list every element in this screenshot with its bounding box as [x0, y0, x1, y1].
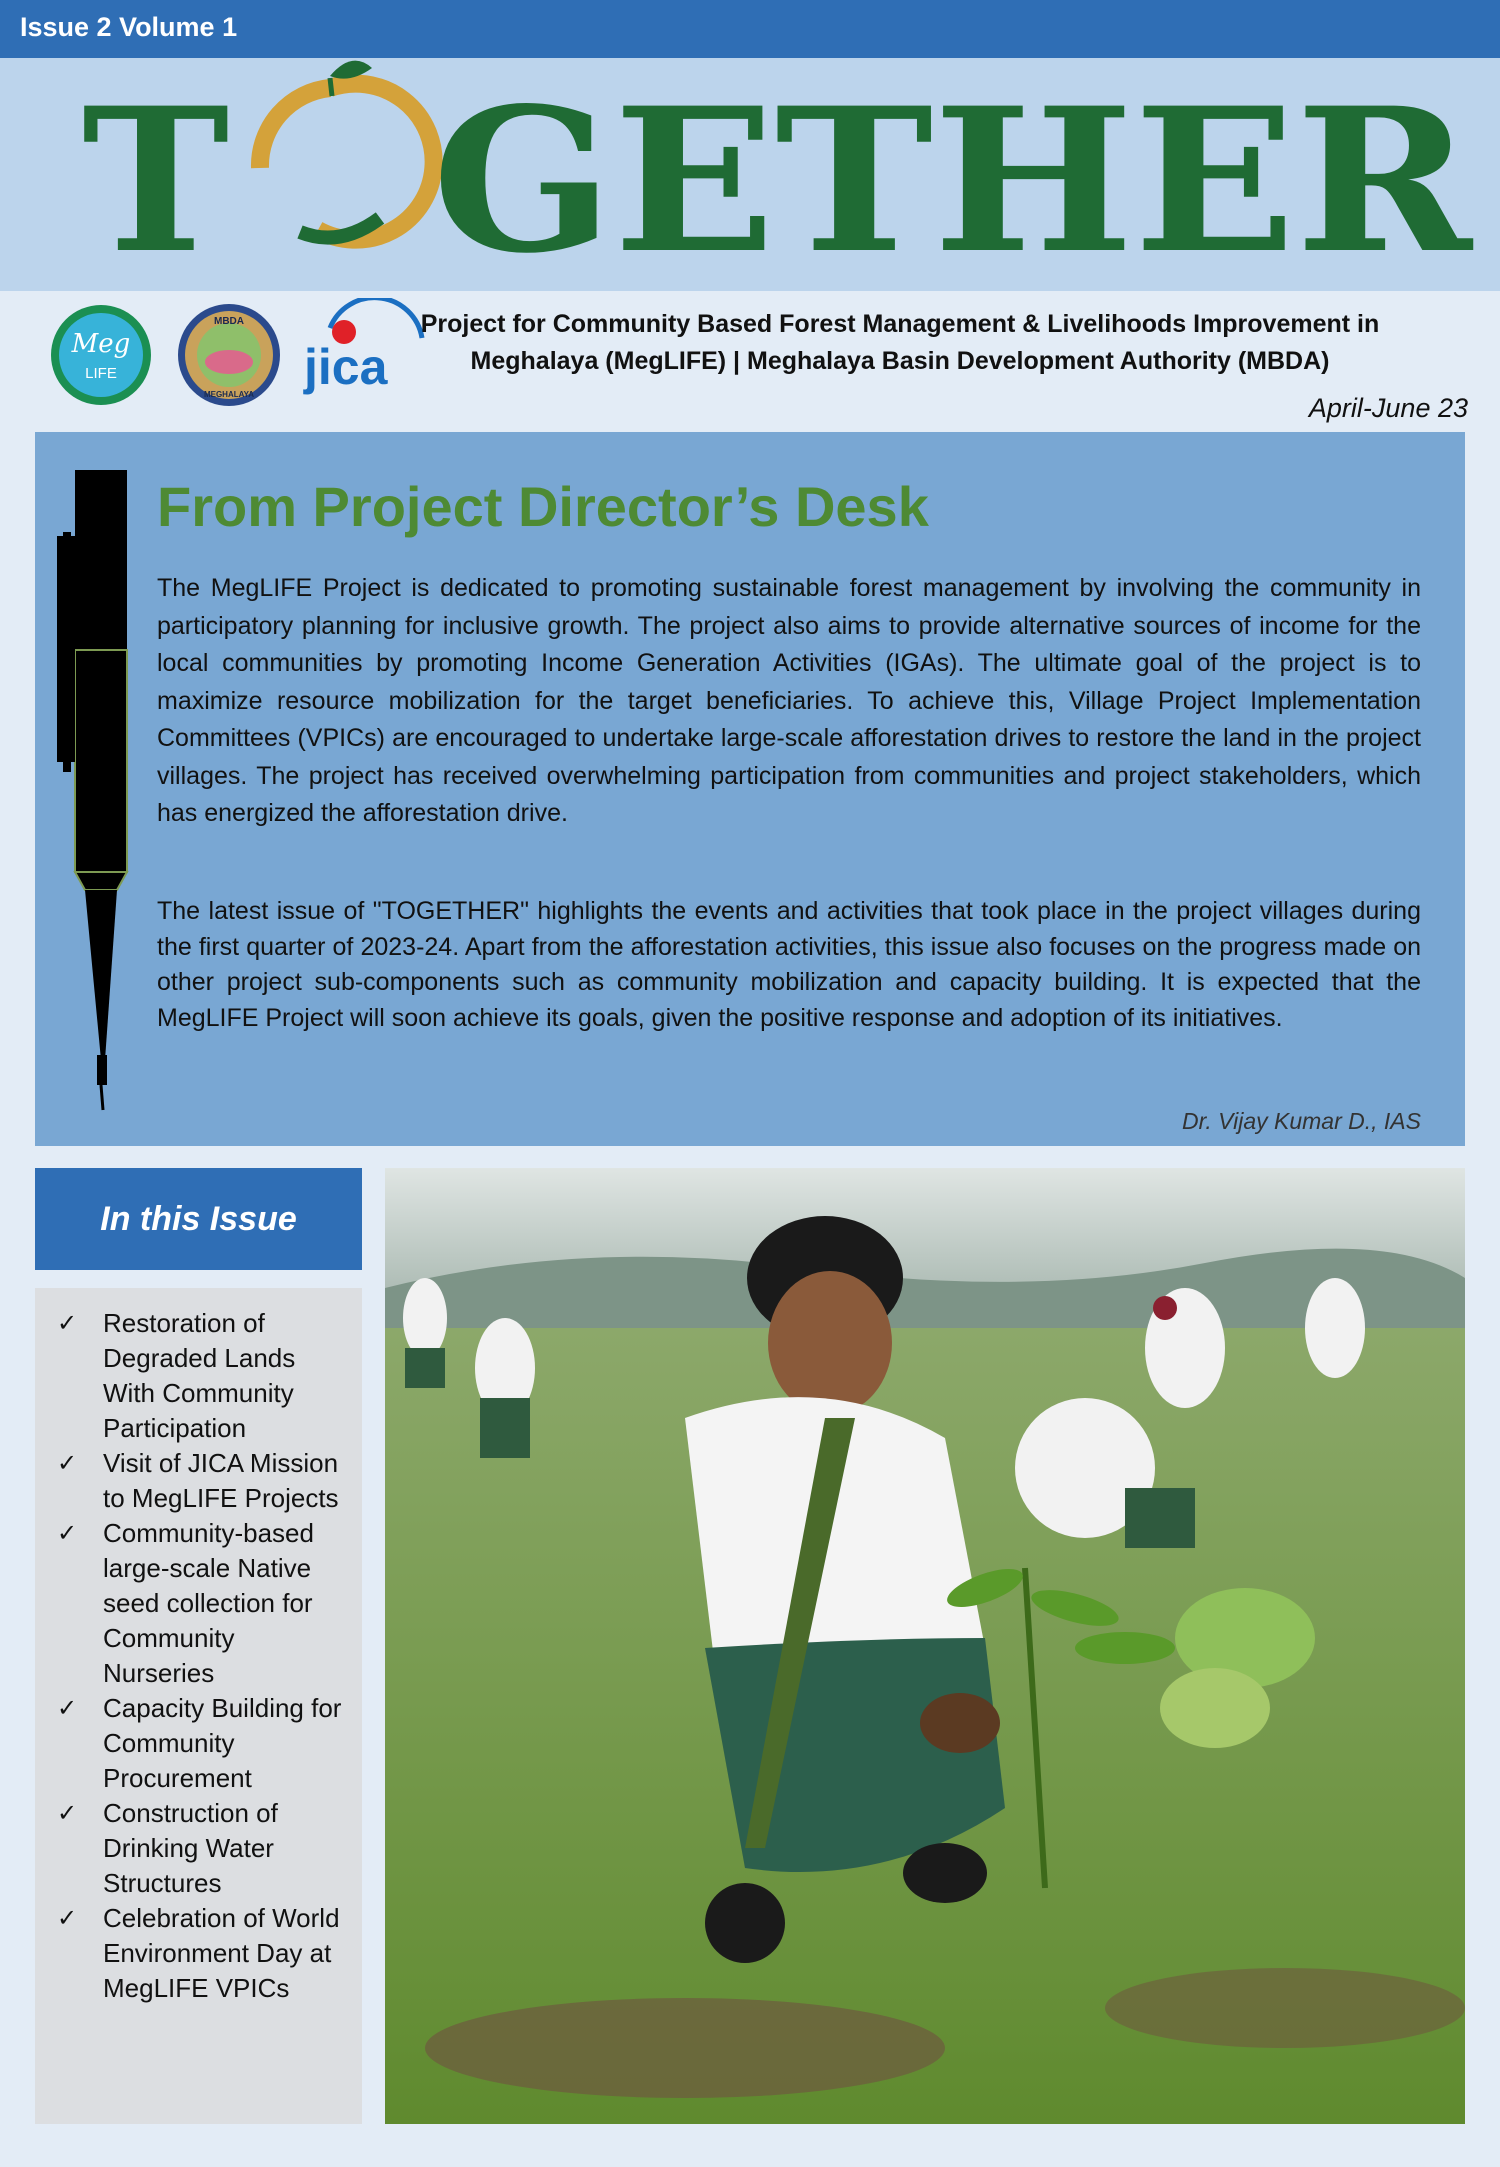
checkmark-icon: ✓: [57, 1450, 78, 1477]
masthead: [0, 58, 1500, 291]
project-subtitle: Project for Community Based Forest Management & Livelihoods Improvement in Meghalaya (MegLIFE) | Meghalaya Basin Development Authority (MBDA): [420, 310, 1380, 375]
list-item-label: Visit of JICA Mission to MegLIFE Projects: [103, 1448, 339, 1513]
masthead-logo: [0, 58, 1500, 291]
svg-text:LIFE: LIFE: [85, 365, 117, 382]
svg-text:jica: jica: [304, 339, 388, 395]
mbda-logo-icon: [176, 302, 282, 408]
masthead-o-ring-icon: [260, 61, 434, 240]
list-item-label: Community-based large-scale Native seed collection for Community Nurseries: [103, 1518, 314, 1688]
list-item-label: Celebration of World Environment Day at MegLIFE VPICs: [103, 1903, 340, 2003]
desk-paragraph-1: The MegLIFE Project is dedicated to promoting sustainable forest management by involving the community in participatory planning for inclusive growth. The project also aims to provide alternative sources of income for the local communities by promoting Income Generation Activities (IGAs). The ultimate goal of the project is to maximize resource mobilization for the target beneficiaries. To achieve this, Village Project Implementation Committees (VPICs) are encouraged to undertake large-scale afforestation drives to restore the land in the project villages. The project has received overwhelming participation from communities and project stakeholders, which has energized the afforestation drive.: [157, 574, 1421, 827]
list-item[interactable]: [35, 1691, 362, 1796]
jica-logo-icon: [300, 298, 430, 398]
masthead-letters-gether: GETHER: [432, 64, 1474, 291]
cover-photo: [385, 1168, 1465, 2124]
svg-text:Meg: Meg: [71, 329, 131, 359]
masthead-letter-t: T: [82, 64, 230, 291]
director-signature: Dr. Vijay Kumar D., IAS: [1181, 1108, 1421, 1134]
desk-paragraph-2: The latest issue of "TOGETHER" highlights the events and activities that took place in the project villages during the first quarter of 2023-24. Apart from the afforestation activities, this issue also focuses on the progress made on other project sub-components such as community mobilization and capacity building. It is expected that the MegLIFE Project will soon achieve its goals, given the positive response and adoption of its initiatives.: [157, 897, 1421, 1032]
checkmark-icon: ✓: [57, 1695, 78, 1722]
list-item[interactable]: [35, 1306, 362, 1446]
issue-date: April-June 23: [1308, 393, 1468, 423]
students-planting-photo: [385, 1168, 1465, 2124]
list-item[interactable]: [35, 1446, 362, 1516]
list-item[interactable]: [35, 1901, 362, 2006]
list-item-label: Construction of Drinking Water Structures: [103, 1798, 278, 1898]
in-this-issue-list: [35, 1288, 362, 2124]
checkmark-icon: ✓: [57, 1905, 78, 1932]
in-this-issue-heading: In this Issue: [35, 1168, 362, 1270]
svg-text:MEGHALAYA: MEGHALAYA: [203, 390, 255, 399]
meglife-logo-icon: [48, 302, 154, 408]
checkmark-icon: ✓: [57, 1310, 78, 1337]
checkmark-icon: ✓: [57, 1520, 78, 1547]
list-item-label: Capacity Building for Community Procurement: [103, 1693, 342, 1793]
list-item[interactable]: [35, 1516, 362, 1691]
pen-icon: [53, 470, 133, 1130]
svg-text:MBDA: MBDA: [214, 316, 244, 327]
director-desk-section: [35, 432, 1465, 1146]
desk-title: From Project Director’s Desk: [157, 475, 929, 538]
issue-label: Issue 2 Volume 1: [20, 12, 238, 42]
checkmark-icon: ✓: [57, 1800, 78, 1827]
list-item-label: Restoration of Degraded Lands With Community Participation: [103, 1308, 296, 1443]
list-item[interactable]: [35, 1796, 362, 1901]
top-bar: [0, 0, 1500, 58]
